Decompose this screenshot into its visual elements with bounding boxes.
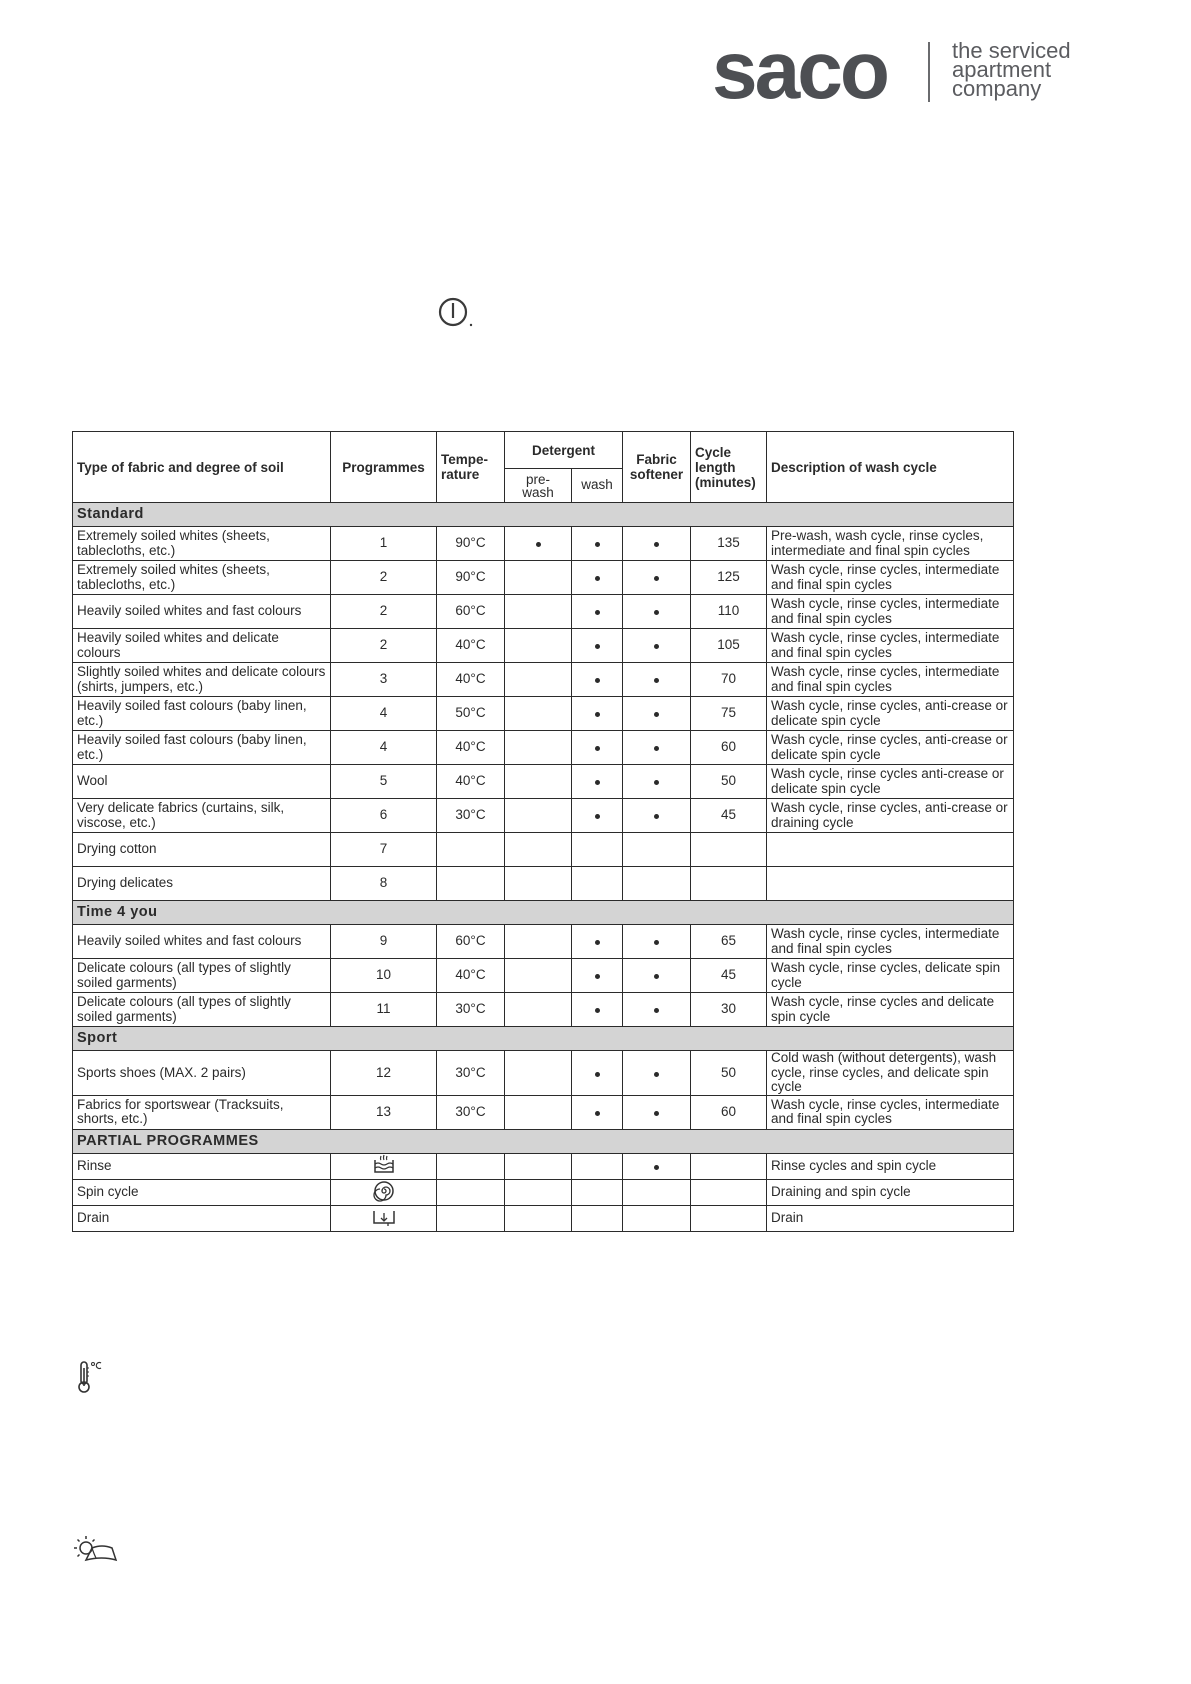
prewash-cell: [505, 561, 572, 595]
description-cell: [767, 867, 1014, 901]
wash-cell: [572, 629, 623, 663]
wash-cell: [572, 595, 623, 629]
wash-cell: [572, 697, 623, 731]
table-row: [73, 925, 1014, 959]
softener-cell: [623, 731, 691, 765]
fabric-cell: Delicate colours (all types of slightly soiled garments): [73, 993, 331, 1027]
cycle-length-cell: 50: [691, 765, 767, 799]
table-row: [73, 731, 1014, 765]
header-softener: Fabric softener: [623, 432, 691, 503]
bullet-dot: [595, 576, 600, 581]
bullet-dot: [595, 746, 600, 751]
temperature-cell: 40°C: [437, 765, 505, 799]
bullet-dot: [595, 814, 600, 819]
softener-cell: [623, 925, 691, 959]
fabric-cell: Slightly soiled whites and delicate colours (shirts, jumpers, etc.): [73, 663, 331, 697]
cycle-length-cell: 65: [691, 925, 767, 959]
temperature-cell: [437, 1206, 505, 1232]
table-row: [73, 561, 1014, 595]
softener-cell: [623, 1153, 691, 1179]
section-header: [73, 503, 1014, 527]
table-row: [73, 993, 1014, 1027]
wash-cell: [572, 527, 623, 561]
table-row: [73, 833, 1014, 867]
prewash-cell: [505, 663, 572, 697]
softener-cell: [623, 629, 691, 663]
bullet-dot: [595, 780, 600, 785]
programme-symbol-cell: [331, 1206, 437, 1232]
bullet-dot: [595, 1008, 600, 1013]
fabric-cell: Fabrics for sportswear (Tracksuits, shorts, etc.): [73, 1095, 331, 1129]
description-cell: Draining and spin cycle: [767, 1179, 1014, 1206]
fabric-cell: Spin cycle: [73, 1179, 331, 1206]
prewash-cell: [505, 799, 572, 833]
temperature-cell: [437, 833, 505, 867]
fabric-cell: Wool: [73, 765, 331, 799]
table-row: [73, 629, 1014, 663]
cycle-length-cell: [691, 833, 767, 867]
prewash-cell: [505, 1206, 572, 1232]
temperature-cell: 90°C: [437, 527, 505, 561]
softener-cell: [623, 1051, 691, 1096]
bullet-dot: [654, 1072, 659, 1077]
wash-cell: [572, 663, 623, 697]
fabric-cell: Heavily soiled fast colours (baby linen, etc.): [73, 697, 331, 731]
fabric-cell: Sports shoes (MAX. 2 pairs): [73, 1051, 331, 1096]
description-cell: Wash cycle, rinse cycles, intermediate and final spin cycles: [767, 1095, 1014, 1129]
logo-tagline: the serviced apartment company: [952, 38, 1071, 101]
programme-cell: 4: [331, 697, 437, 731]
wash-cell: [572, 1153, 623, 1179]
bullet-dot: [654, 678, 659, 683]
table-row: [73, 663, 1014, 697]
bullet-dot: [595, 678, 600, 683]
table-row: [73, 1179, 1014, 1206]
temperature-cell: 30°C: [437, 993, 505, 1027]
wash-cell: [572, 833, 623, 867]
programme-cell: 12: [331, 1051, 437, 1096]
prewash-cell: [505, 527, 572, 561]
prewash-cell: [505, 833, 572, 867]
table-row: [73, 867, 1014, 901]
logo-divider: [928, 42, 930, 102]
bullet-dot: [595, 610, 600, 615]
cycle-length-cell: 125: [691, 561, 767, 595]
fabric-cell: Rinse: [73, 1153, 331, 1179]
programme-cell: 13: [331, 1095, 437, 1129]
spin-cycle-icon: [373, 1180, 395, 1206]
wash-cell: [572, 959, 623, 993]
prewash-cell: [505, 1095, 572, 1129]
temperature-cell: 30°C: [437, 1095, 505, 1129]
softener-cell: [623, 1206, 691, 1232]
table-row: [73, 959, 1014, 993]
fabric-cell: Heavily soiled whites and delicate colours: [73, 629, 331, 663]
bullet-dot: [654, 1165, 659, 1170]
section-title: PARTIAL PROGRAMMES: [73, 1129, 1014, 1153]
cycle-length-cell: 105: [691, 629, 767, 663]
fabric-cell: Extremely soiled whites (sheets, tablecloths, etc.): [73, 527, 331, 561]
cycle-length-cell: [691, 867, 767, 901]
header-description: Description of wash cycle: [767, 432, 1014, 503]
table-row: [73, 527, 1014, 561]
section-title: Sport: [73, 1027, 1014, 1051]
softener-cell: [623, 799, 691, 833]
temperature-cell: 50°C: [437, 697, 505, 731]
bullet-dot: [654, 610, 659, 615]
programme-cell: 2: [331, 595, 437, 629]
bullet-dot: [654, 644, 659, 649]
description-cell: [767, 833, 1014, 867]
description-cell: Wash cycle, rinse cycles, intermediate and final spin cycles: [767, 925, 1014, 959]
section-title: Time 4 you: [73, 901, 1014, 925]
softener-cell: [623, 663, 691, 697]
cycle-length-cell: 135: [691, 527, 767, 561]
section-title: Standard: [73, 503, 1014, 527]
fabric-cell: Drying cotton: [73, 833, 331, 867]
power-icon: [438, 296, 478, 330]
programme-cell: 2: [331, 629, 437, 663]
softener-cell: [623, 833, 691, 867]
fabric-cell: Heavily soiled whites and fast colours: [73, 595, 331, 629]
cycle-length-cell: [691, 1153, 767, 1179]
softener-cell: [623, 697, 691, 731]
temperature-cell: [437, 867, 505, 901]
cycle-length-cell: 60: [691, 1095, 767, 1129]
temperature-cell: 40°C: [437, 959, 505, 993]
fabric-cell: Very delicate fabrics (curtains, silk, viscose, etc.): [73, 799, 331, 833]
prewash-cell: [505, 925, 572, 959]
programme-cell: 10: [331, 959, 437, 993]
description-cell: Rinse cycles and spin cycle: [767, 1153, 1014, 1179]
bullet-dot: [595, 542, 600, 547]
bullet-dot: [654, 542, 659, 547]
description-cell: Wash cycle, rinse cycles anti-crease or delicate spin cycle: [767, 765, 1014, 799]
sun-drying-icon: [72, 1534, 120, 1566]
wash-cell: [572, 1051, 623, 1096]
wash-cell: [572, 561, 623, 595]
bullet-dot: [654, 940, 659, 945]
prewash-cell: [505, 731, 572, 765]
cycle-length-cell: 30: [691, 993, 767, 1027]
rinse-icon: [372, 1154, 396, 1178]
programme-cell: 6: [331, 799, 437, 833]
bullet-dot: [654, 814, 659, 819]
description-cell: Wash cycle, rinse cycles, intermediate and final spin cycles: [767, 561, 1014, 595]
bullet-dot: [536, 542, 541, 547]
cycle-length-cell: 110: [691, 595, 767, 629]
prewash-cell: [505, 867, 572, 901]
programme-cell: 8: [331, 867, 437, 901]
temperature-cell: 40°C: [437, 629, 505, 663]
temperature-cell: 90°C: [437, 561, 505, 595]
softener-cell: [623, 527, 691, 561]
programme-cell: 1: [331, 527, 437, 561]
cycle-length-cell: 70: [691, 663, 767, 697]
table-row: [73, 697, 1014, 731]
description-cell: Wash cycle, rinse cycles, anti-crease or delicate spin cycle: [767, 731, 1014, 765]
prewash-cell: [505, 1051, 572, 1096]
section-header: [73, 1027, 1014, 1051]
fabric-cell: Drying delicates: [73, 867, 331, 901]
softener-cell: [623, 561, 691, 595]
header-detergent: Detergent: [505, 432, 623, 469]
wash-cell: [572, 799, 623, 833]
softener-cell: [623, 959, 691, 993]
fabric-cell: Extremely soiled whites (sheets, tablecloths, etc.): [73, 561, 331, 595]
bullet-dot: [595, 1072, 600, 1077]
programme-cell: 9: [331, 925, 437, 959]
softener-cell: [623, 1179, 691, 1206]
bullet-dot: [595, 974, 600, 979]
cycle-length-cell: 45: [691, 799, 767, 833]
programme-table: [72, 431, 1014, 1232]
description-cell: Wash cycle, rinse cycles, intermediate and final spin cycles: [767, 629, 1014, 663]
wash-cell: [572, 1179, 623, 1206]
description-cell: Drain: [767, 1206, 1014, 1232]
softener-cell: [623, 765, 691, 799]
table-row: [73, 1206, 1014, 1232]
description-cell: Wash cycle, rinse cycles, anti-crease or draining cycle: [767, 799, 1014, 833]
cycle-length-cell: [691, 1206, 767, 1232]
fabric-cell: Heavily soiled whites and fast colours: [73, 925, 331, 959]
bullet-dot: [595, 1111, 600, 1116]
temperature-cell: 40°C: [437, 731, 505, 765]
programme-symbol-cell: [331, 1153, 437, 1179]
bullet-dot: [595, 940, 600, 945]
prewash-cell: [505, 1179, 572, 1206]
table-row: [73, 595, 1014, 629]
table-row: [73, 799, 1014, 833]
bullet-dot: [595, 644, 600, 649]
description-cell: Cold wash (without detergents), wash cycle, rinse cycles, and delicate spin cycle: [767, 1051, 1014, 1096]
logo-wordmark: saco: [712, 25, 887, 116]
header-wash: wash: [572, 469, 623, 503]
softener-cell: [623, 595, 691, 629]
programme-cell: 7: [331, 833, 437, 867]
bullet-dot: [654, 1008, 659, 1013]
table-row: [73, 1153, 1014, 1179]
programme-cell: 4: [331, 731, 437, 765]
temperature-cell: 60°C: [437, 925, 505, 959]
bullet-dot: [595, 712, 600, 717]
wash-cell: [572, 993, 623, 1027]
prewash-cell: [505, 629, 572, 663]
programme-cell: 2: [331, 561, 437, 595]
bullet-dot: [654, 576, 659, 581]
table-row: [73, 765, 1014, 799]
cycle-length-cell: 50: [691, 1051, 767, 1096]
header-programmes: Programmes: [331, 432, 437, 503]
wash-cell: [572, 867, 623, 901]
bullet-dot: [654, 1111, 659, 1116]
header-prewash: pre- wash: [505, 469, 572, 503]
programme-cell: 3: [331, 663, 437, 697]
description-cell: Wash cycle, rinse cycles, anti-crease or delicate spin cycle: [767, 697, 1014, 731]
prewash-cell: [505, 1153, 572, 1179]
softener-cell: [623, 867, 691, 901]
fabric-cell: Delicate colours (all types of slightly soiled garments): [73, 959, 331, 993]
softener-cell: [623, 993, 691, 1027]
wash-cell: [572, 1206, 623, 1232]
fabric-cell: Heavily soiled fast colours (baby linen, etc.): [73, 731, 331, 765]
header-cycle-length: Cycle length (minutes): [691, 432, 767, 503]
bullet-dot: [654, 712, 659, 717]
prewash-cell: [505, 697, 572, 731]
fabric-cell: Drain: [73, 1206, 331, 1232]
section-header: [73, 901, 1014, 925]
wash-cell: [572, 925, 623, 959]
temperature-cell: 40°C: [437, 663, 505, 697]
bullet-dot: [654, 746, 659, 751]
table-row: [73, 1095, 1014, 1129]
prewash-cell: [505, 959, 572, 993]
description-cell: Wash cycle, rinse cycles, intermediate and final spin cycles: [767, 595, 1014, 629]
prewash-cell: [505, 765, 572, 799]
prewash-cell: [505, 595, 572, 629]
cycle-length-cell: [691, 1179, 767, 1206]
bullet-dot: [654, 780, 659, 785]
thermometer-icon: [76, 1360, 104, 1394]
description-cell: Pre-wash, wash cycle, rinse cycles, intermediate and final spin cycles: [767, 527, 1014, 561]
cycle-length-cell: 60: [691, 731, 767, 765]
header-temperature: Tempe- rature: [437, 432, 505, 503]
wash-cell: [572, 765, 623, 799]
wash-cell: [572, 1095, 623, 1129]
temperature-cell: [437, 1153, 505, 1179]
drain-icon: [371, 1207, 397, 1231]
description-cell: Wash cycle, rinse cycles, delicate spin cycle: [767, 959, 1014, 993]
temperature-cell: 60°C: [437, 595, 505, 629]
programme-cell: 5: [331, 765, 437, 799]
bullet-dot: [654, 974, 659, 979]
temperature-cell: [437, 1179, 505, 1206]
cycle-length-cell: 45: [691, 959, 767, 993]
wash-cell: [572, 731, 623, 765]
temperature-cell: 30°C: [437, 1051, 505, 1096]
temperature-cell: 30°C: [437, 799, 505, 833]
description-cell: Wash cycle, rinse cycles, intermediate and final spin cycles: [767, 663, 1014, 697]
header-fabric: Type of fabric and degree of soil: [73, 432, 331, 503]
prewash-cell: [505, 993, 572, 1027]
section-header: [73, 1129, 1014, 1153]
programme-cell: 11: [331, 993, 437, 1027]
softener-cell: [623, 1095, 691, 1129]
programme-symbol-cell: [331, 1179, 437, 1206]
cycle-length-cell: 75: [691, 697, 767, 731]
description-cell: Wash cycle, rinse cycles and delicate spin cycle: [767, 993, 1014, 1027]
table-row: [73, 1051, 1014, 1096]
